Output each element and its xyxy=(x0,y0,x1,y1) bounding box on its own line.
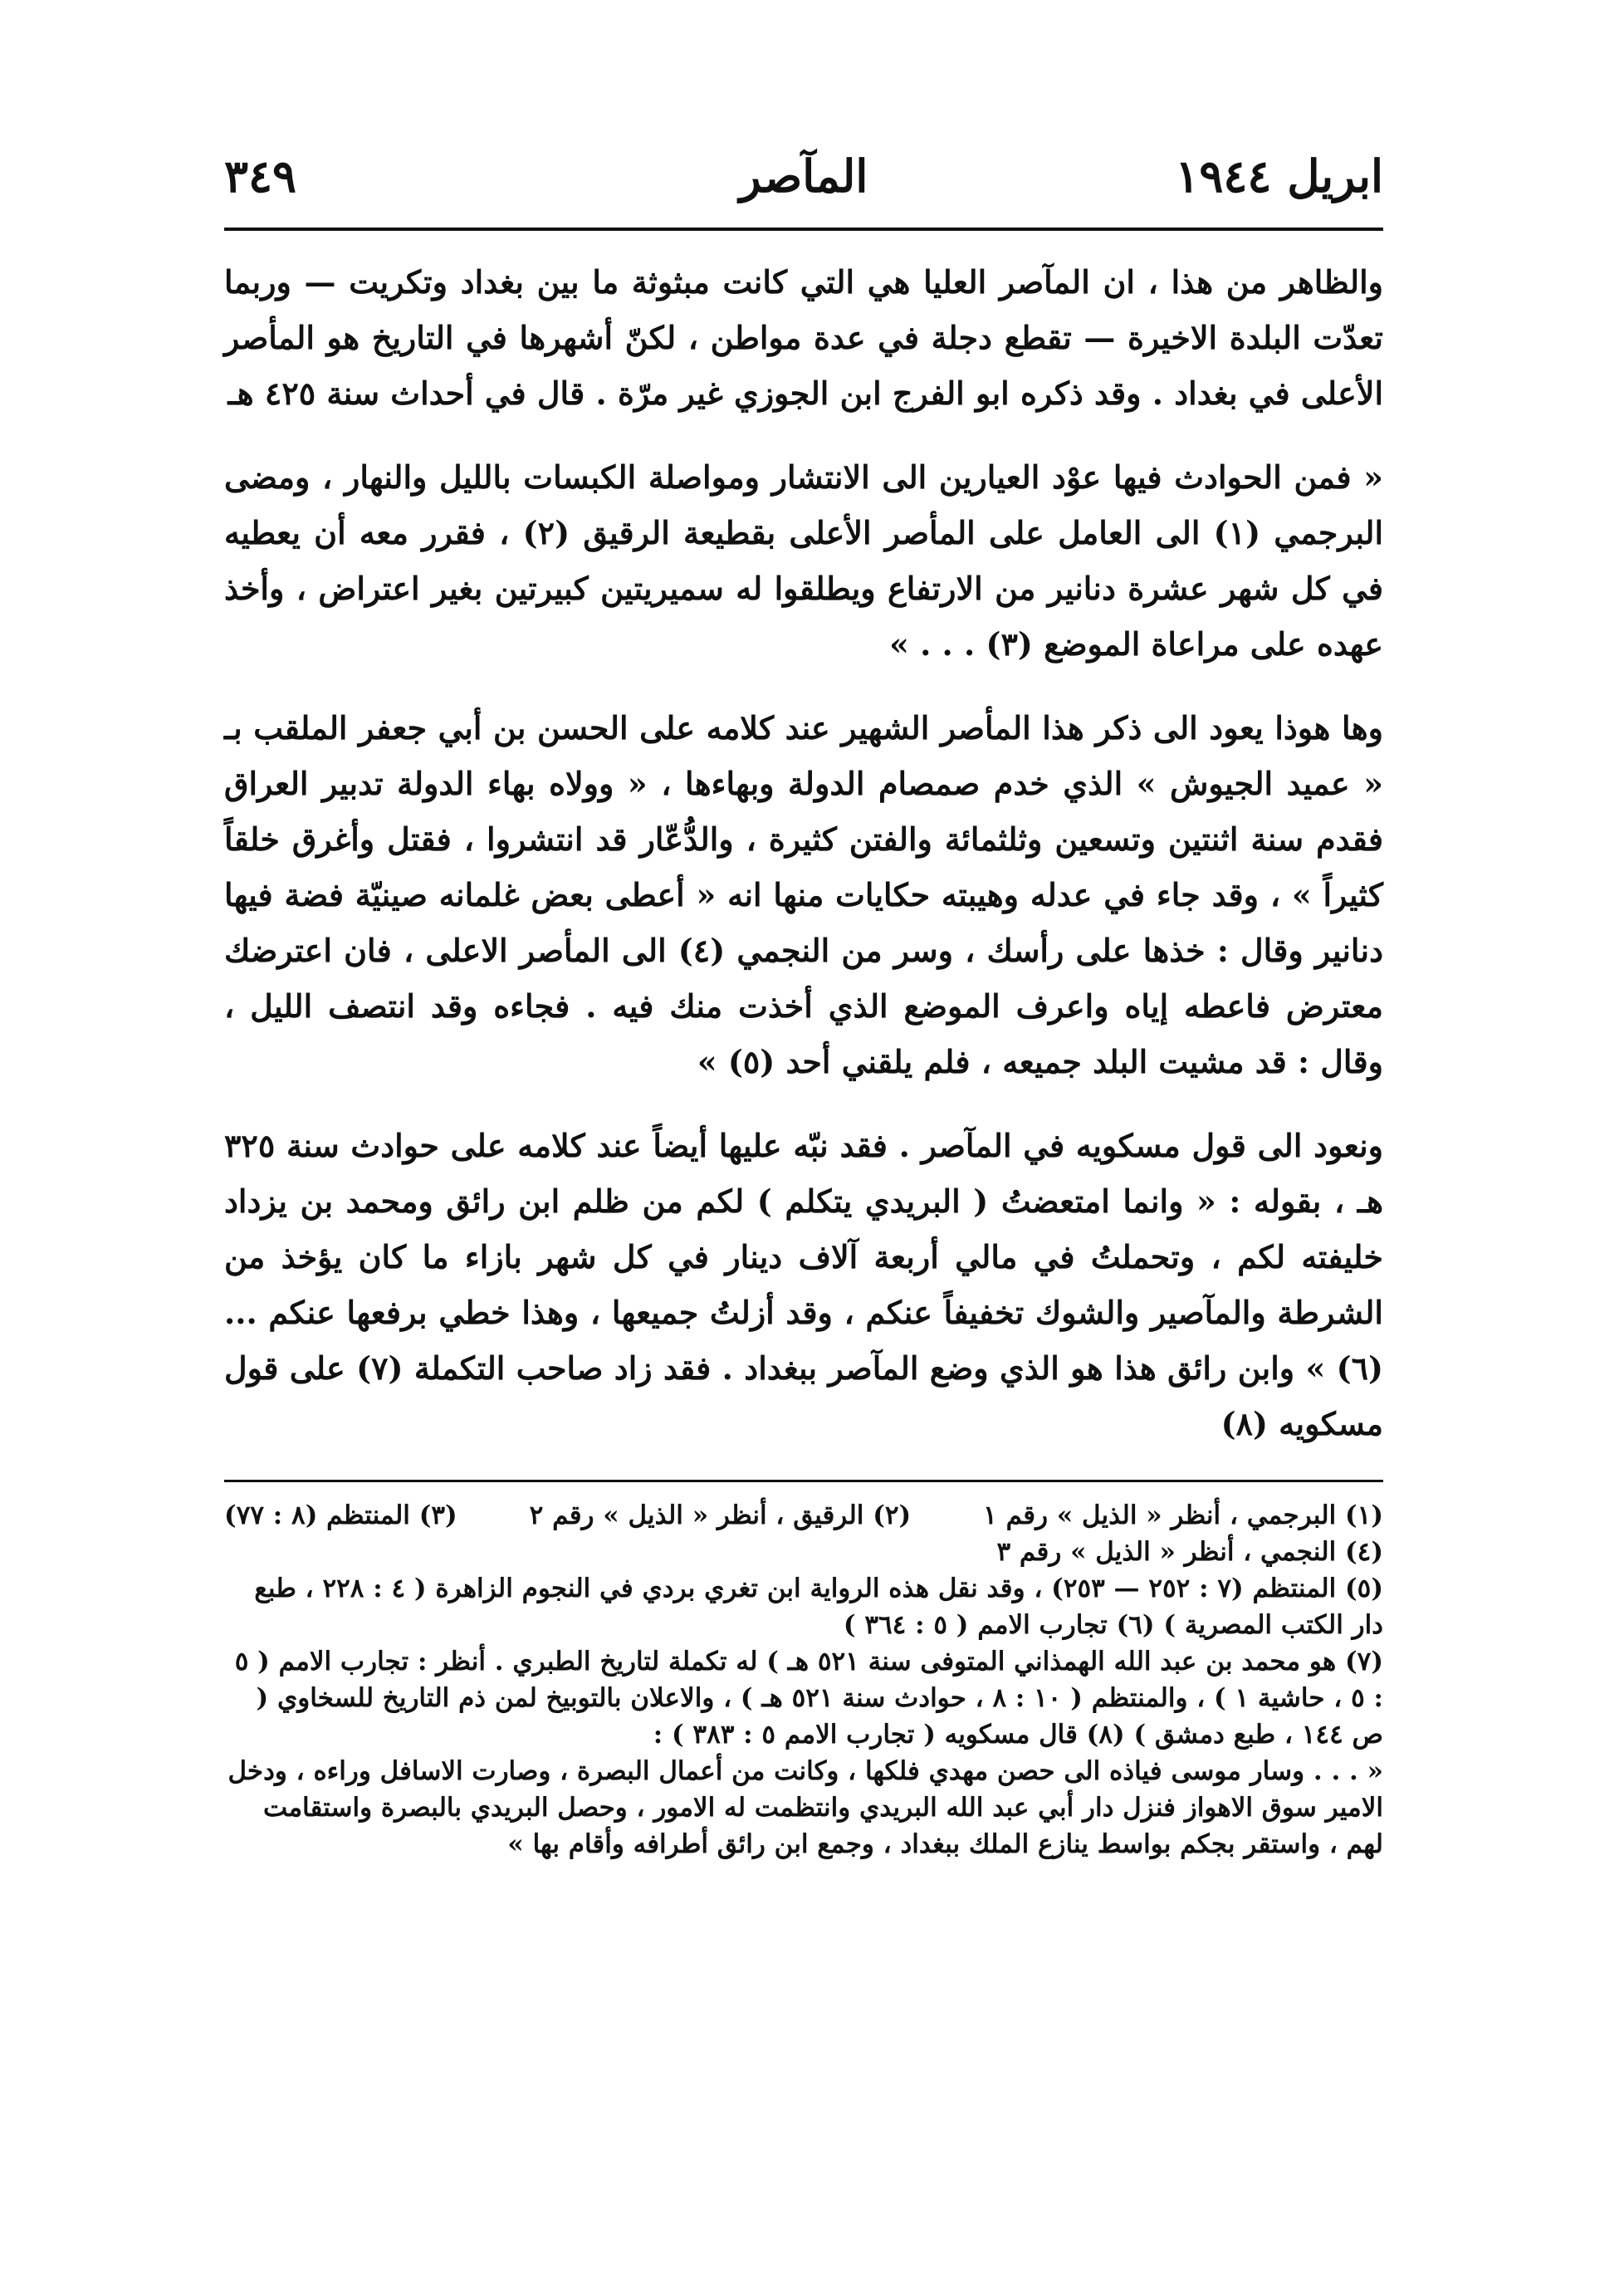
footnote: (٧) هو محمد بن عبد الله الهمذاني المتوفى سنة ٥٢١ هـ ) له تكملة لتاريخ الطبري . أنظر : تجارب الامم ( ٥ : ٥ ، حاشية ١ ) ، والمنتظم ( ١٠ : ٨ ، حوادث سنة ٥٢١ هـ ) ، والاعلان بالتوبيخ لمن ذم التاريخ للسخاوي ( ص ١٤٤ ، طبع دمشق ) (٨) قال مسكويه ( تجارب الامم ٥ : ٣٨٣ ) : xyxy=(234,1647,1383,1750)
footnote: (٣) المنتظم (٨ : ٧٧) xyxy=(224,1500,457,1530)
page-number: ٣٤٩ xyxy=(224,149,297,203)
body-paragraph: وها هوذا يعود الى ذكر هذا المأصر الشهير عند كلامه على الحسن بن أبي جعفر الملقب بـ « عميد الجيوش » الذي خدم صمصام الدولة وبهاءها ، « وولاه بهاء الدولة تدبير العراق فقدم سنة اثنتين وتسعين وثلثمائة والفتن كثيرة ، والدُّعّار قد انتشروا ، فقتل وأغرق خلقاً كثيراً » ، وقد جاء في عدله وهيبته حكايات منها انه « أعطى بعض غلمانه صينيّة فضة فيها دنانير وقال : خذها على رأسك ، وسر من النجمي (٤) الى المأصر الاعلى ، فان اعترضك معترض فاعطه إياه واعرف الموضع الذي أخذت منك فيه . فجاءه وقد انتصف الليل ، وقال : قد مشيت البلد جميعه ، فلم يلقني أحد (٥) » xyxy=(224,709,1384,1080)
footnote: (٢) الرقيق ، أنظر « الذيل » رقم ٢ xyxy=(529,1500,912,1530)
footnote-row xyxy=(224,1497,1383,1534)
footnote: (٥) المنتظم (٧ : ٢٥٢ — ٢٥٣) ، وقد نقل هذه الرواية ابن تغري بردي في النجوم الزاهرة ( ٤ : ٢٢٨ ، طبع دار الكتب المصرية ) (٦) تجارب الامم ( ٥ : ٣٦٤ ) xyxy=(254,1574,1383,1640)
journal-title: المآصر xyxy=(739,149,868,203)
footnote: « . . . وسار موسى فياذه الى حصن مهدي فلكها ، وكانت من أعمال البصرة ، وصارت الاسافل وراءه ، ودخل الامير سوق الاهواز فنزل دار أبي عبد الله البريدي وانتظمت له الامور ، وحصل البريدي بالبصرة واستقامت لهم ، واستقر بجكم بواسط ينازع الملك ببغداد ، وجمع ابن رائق أطرافه وأقام بها » xyxy=(227,1756,1383,1859)
footnote-rule xyxy=(224,1480,1383,1482)
header-rule xyxy=(224,228,1383,231)
body-paragraph: ونعود الى قول مسكويه في المآصر . فقد نبّه عليها أيضاً عند كلامه على حوادث سنة ٣٢٥ هـ ، بقوله : « وانما امتعضتُ ( البريدي يتكلم ) لكم من ظلم ابن رائق ومحمد بن يزداد خليفته لكم ، وتحملتُ في مالي أربعة آلاف دينار في كل شهر بازاء ما كان يؤخذ من الشرطة والمآصير والشوك تخفيفاً عنكم ، وقد أزلتُ جميعها ، وهذا خطي برفعها عنكم ... (٦) » وابن رائق هذا هو الذي وضع المآصر ببغداد . فقد زاد صاحب التكملة (٧) على قول مسكويه (٨) xyxy=(224,1127,1383,1442)
body-paragraph: « فمن الحوادث فيها عوْد العيارين الى الانتشار ومواصلة الكبسات بالليل والنهار ، ومضى البرجمي (١) الى العامل على المأصر الأعلى بقطيعة الرقيق (٢) ، فقرر معه أن يعطيه في كل شهر عشرة دنانير من الارتفاع ويطلقوا له سميريتين كبيرتين بغير اعتراض ، وأخذ عهده على مراعاة الموضع (٣) . . . » xyxy=(224,458,1383,663)
issue-date: ابريل ١٩٤٤ xyxy=(1175,149,1383,203)
footnote: (١) البرجمي ، أنظر « الذيل » رقم ١ xyxy=(983,1500,1383,1530)
body-paragraph: والظاهر من هذا ، ان المآصر العليا هي التي كانت مبثوثة ما بين بغداد وتكريت — وربما تعدّت البلدة الاخيرة — تقطع دجلة في عدة مواطن ، لكنّ أشهرها في التاريخ هو المأصر الأعلى في بغداد . وقد ذكره ابو الفرج ابن الجوزي غير مرّة . قال في أحداث سنة ٤٢٥ هـ xyxy=(224,263,1383,412)
running-header xyxy=(224,149,1383,216)
footnote: (٤) النجمي ، أنظر « الذيل » رقم ٣ xyxy=(996,1537,1383,1567)
